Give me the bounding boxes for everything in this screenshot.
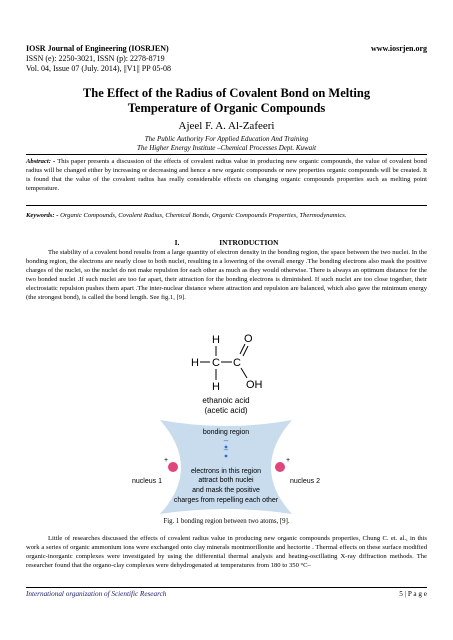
footer-organization: International organization of Scientific Research bbox=[26, 590, 167, 598]
atom-c-1: C bbox=[212, 357, 220, 369]
affiliation-line-1: The Public Authority For Applied Education And Training bbox=[144, 135, 309, 143]
nucleus-1-label: nucleus 1 bbox=[132, 478, 162, 485]
molecule-common-name: (acetic acid) bbox=[204, 406, 248, 415]
atom-h-bottom: H bbox=[212, 381, 220, 393]
electron-minus-1: – bbox=[223, 436, 229, 445]
electron-minus-2: – bbox=[223, 445, 229, 454]
nucleus-2-label: nucleus 2 bbox=[290, 478, 320, 485]
group-oh: OH bbox=[246, 379, 263, 391]
electron-text-1: electrons in this region bbox=[190, 468, 262, 475]
keywords-text: Organic Compounds, Covalent Radius, Chemical Bonds, Organic Compounds Properties, Thermodynamics. bbox=[58, 212, 347, 219]
electron-text-4: charges from repelling each other bbox=[173, 497, 279, 504]
acetic-acid-structure bbox=[191, 333, 263, 415]
figure-caption: Fig. 1 bonding region between two atoms, [9]. bbox=[163, 518, 290, 525]
title-line-1: The Effect of the Radius of Covalent Bond on Melting bbox=[82, 86, 371, 100]
bonding-diagram bbox=[132, 420, 320, 514]
header-issn: ISSN (e): 2250-3021, ISSN (p): 2278-8719 bbox=[26, 54, 165, 63]
journal-name: IOSR Journal of Engineering (IOSRJEN) bbox=[26, 44, 169, 53]
atom-h-left: H bbox=[191, 357, 199, 369]
keywords-label: Keywords: - bbox=[26, 212, 59, 219]
nucleus-2-charge: + bbox=[286, 457, 291, 464]
nucleus-1-charge: + bbox=[164, 457, 169, 464]
section-number: I. bbox=[174, 238, 180, 247]
atom-c-2: C bbox=[233, 357, 241, 369]
atom-o: O bbox=[244, 333, 253, 345]
page-number: 5 | P a g e bbox=[399, 590, 427, 598]
electron-text-3: and mask the positive bbox=[192, 487, 260, 494]
footer-divider bbox=[26, 587, 427, 588]
header-volume: Vol. 04, Issue 07 (July. 2014), ||V1|| PP 05-08 bbox=[26, 64, 172, 73]
nucleus-1 bbox=[168, 462, 178, 472]
journal-website: www.iosrjen.org bbox=[371, 44, 427, 53]
bond-c-oh bbox=[241, 368, 247, 378]
paragraph-2: Little of researches discussed the effects of covalent radius value in producing new organic compounds properties, Chung C. et. al., in this work a series of organic ammonium ions were exchanged onto clay minerals montmorillonite and hectorite . Thermal effects on these surface modified organic-inorganic complexes were investigated by using the differential thermal analysis and heating-oscillating X-ray diffraction methods. The researcher found that the organo-clay complexes were dehydrogenated at temperatures from 180 to 350 °C– bbox=[26, 535, 427, 570]
affiliation-line-2: The Higher Energy Institute –Chemical Processes Dept. Kuwait bbox=[136, 144, 317, 152]
abstract-label: Abstract: - bbox=[26, 158, 56, 165]
section-title: INTRODUCTION bbox=[219, 238, 279, 247]
bonding-region-label: bonding region bbox=[202, 429, 250, 436]
intro-paragraph: The stability of a covalent bond results from a large quantity of electron density in the bonding region, the space between the two nuclei. In the bonding region, the electrons are nearly close to both nuclei, resulting in a lowering of the overall energy .The bonding electrons also mask the positive charges of the nuclei, so the nuclei do not make repulsion for each other as much as they would otherwise. There is always an optimum distance for the two bonded nuclei .If such nuclei are too far apart, their attraction for the bonding electrons is diminished. If such nuclei are too close together, their electrostatic repulsion pushes them apart .The inter-nuclear distance where attraction and repulsion are balanced, which also gave the minimum energy (the strongest bond), is called the bond length. See fig.1, [9]. bbox=[26, 249, 427, 302]
molecule-name: ethanoic acid bbox=[202, 396, 250, 405]
author-name: Ajeel F. A. Al-Zafeeri bbox=[178, 120, 275, 132]
title-line-2: Temperature of Organic Compounds bbox=[127, 101, 326, 115]
nucleus-2 bbox=[275, 462, 285, 472]
abstract-text: This paper presents a discussion of the effects of covalent radius value in producing new organic compounds, the value of covalent bond radius will be changed either by increasing or decreasing and hence a new organic compounds or new properties organic compounds will be created. It is found that the value of the covalent radius has really considerable effects on changing organic compounds properties such as melting point temperature. bbox=[26, 158, 427, 192]
electron-text-2: attract both nuclei bbox=[198, 477, 254, 484]
atom-h-top: H bbox=[212, 334, 220, 346]
electron-dot-2 bbox=[225, 455, 228, 458]
